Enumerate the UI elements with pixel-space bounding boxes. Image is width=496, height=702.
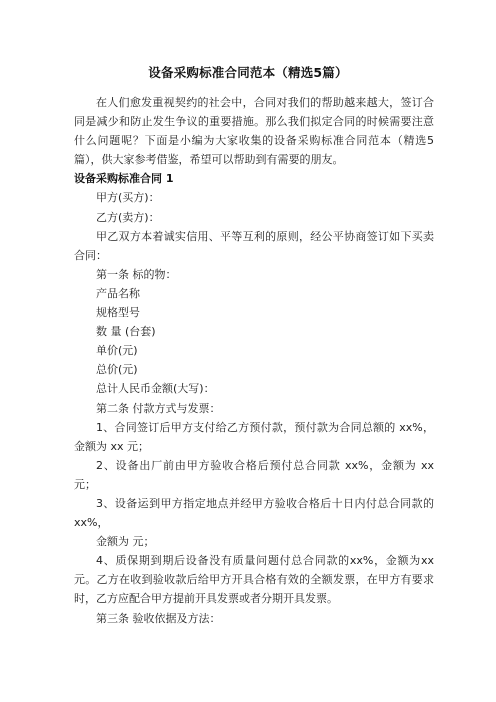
article-3-heading: 第三条 验收依据及方法： — [96, 611, 221, 625]
payment-clause-3-amount: 金额为 元； — [96, 535, 155, 549]
field-product-name: 产品名称 — [96, 286, 140, 300]
field-total-rmb: 总计人民币金额(大写)： — [96, 382, 215, 396]
field-quantity: 数 量 (台套) — [96, 325, 156, 339]
preamble-paragraph: 甲乙双方本着诚实信用、平等互利的原则，经公平协商签订如下买卖合同： — [74, 229, 434, 262]
field-unit-price: 单价(元) — [96, 344, 138, 358]
payment-clause-2: 2、设备出厂前由甲方验收合格后预付总合同款 xx%，金额为 xx 元； — [74, 458, 434, 491]
document-body — [74, 93, 434, 628]
payment-clause-1: 1、合同签订后甲方支付给乙方预付款，预付款为合同总额的 xx%，金额为 xx 元； — [74, 420, 434, 453]
field-total-price: 总价(元) — [96, 363, 138, 377]
intro-paragraph: 在人们愈发重视契约的社会中，合同对我们的帮助越来越大，签订合同是减少和防止发生争议的重要措施。那么我们拟定合同的时候需要注意什么问题呢？下面是小编为大家收集的设备采购标准合同范本（精选5篇），供大家参考借鉴，希望可以帮助到有需要的朋友。 — [74, 96, 434, 167]
party-a-line: 甲方(买方)： — [96, 191, 160, 205]
article-2-heading: 第二条 付款方式与发票： — [96, 401, 221, 415]
payment-clause-4: 4、质保期到期后设备没有质量问题付总合同款的xx%，金额为xx元。乙方在收到验收款后给甲方开具合格有效的全额发票，在甲方有要求时，乙方应配合甲方提前开具发票或者分期开具发票。 — [74, 554, 434, 606]
document-title: 设备采购标准合同范本（精选5篇） — [148, 65, 348, 80]
section-heading: 设备采购标准合同 1 — [74, 172, 174, 186]
article-1-heading: 第一条 标的物： — [96, 267, 177, 281]
party-b-line: 乙方(卖方)： — [96, 210, 160, 224]
payment-clause-3: 3、设备运到甲方指定地点并经甲方验收合格后十日内付总合同款的 xx%， — [74, 496, 434, 530]
field-spec-model: 规格型号 — [96, 306, 140, 320]
